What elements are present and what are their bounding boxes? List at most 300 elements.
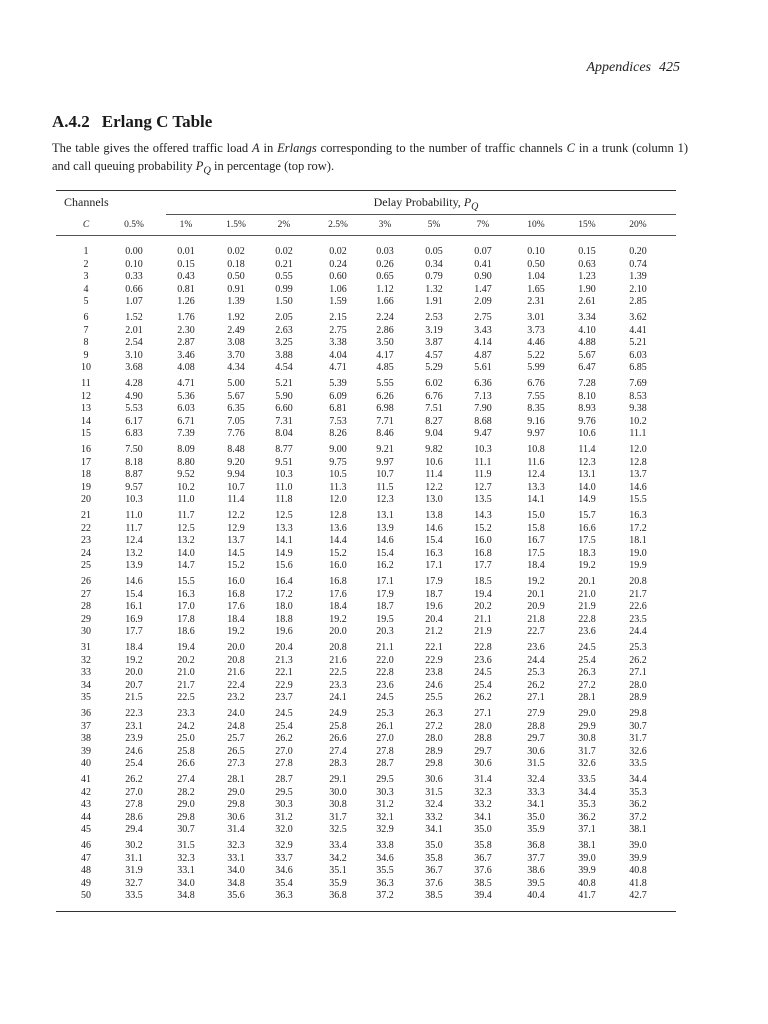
traffic-value-cell: 16.4 <box>275 576 293 587</box>
traffic-value-cell: 9.16 <box>527 415 545 427</box>
traffic-value-cell: 31.5 <box>425 786 443 798</box>
table-row <box>56 890 676 903</box>
table-row <box>56 840 676 853</box>
traffic-value-cell: 35.8 <box>425 852 443 864</box>
delay-header-rule <box>166 214 676 215</box>
traffic-value-cell: 5.39 <box>329 378 347 389</box>
traffic-value-cell: 3.88 <box>275 349 293 361</box>
traffic-value-cell: 17.1 <box>425 560 443 572</box>
traffic-value-cell: 0.63 <box>578 258 596 270</box>
intro-text: in <box>259 141 278 155</box>
traffic-value-cell: 10.2 <box>177 481 195 493</box>
traffic-value-cell: 35.3 <box>629 786 647 798</box>
traffic-value-cell: 22.9 <box>275 679 293 691</box>
traffic-value-cell: 17.7 <box>125 626 143 638</box>
table-row <box>56 667 676 680</box>
traffic-value-cell: 8.87 <box>125 469 143 481</box>
traffic-value-cell: 31.4 <box>227 824 245 836</box>
traffic-value-cell: 28.2 <box>177 786 195 798</box>
traffic-value-cell: 22.3 <box>125 708 143 719</box>
traffic-value-cell: 6.71 <box>177 415 195 427</box>
column-header-c: C <box>82 220 90 230</box>
traffic-value-cell: 14.0 <box>177 547 195 559</box>
traffic-value-cell: 27.1 <box>629 667 647 679</box>
traffic-value-cell: 34.2 <box>329 852 347 864</box>
traffic-value-cell: 19.2 <box>227 626 245 638</box>
row-group <box>56 246 676 312</box>
traffic-value-cell: 11.6 <box>527 456 545 468</box>
traffic-value-cell: 24.4 <box>527 654 545 666</box>
traffic-value-cell: 8.68 <box>474 415 492 427</box>
traffic-value-cell: 23.6 <box>376 679 394 691</box>
traffic-value-cell: 0.79 <box>425 271 443 283</box>
traffic-value-cell: 14.6 <box>125 576 143 587</box>
channels-header: Channels <box>64 195 109 209</box>
traffic-value-cell: 2.53 <box>425 312 443 323</box>
traffic-value-cell: 15.2 <box>227 560 245 572</box>
traffic-value-cell: 1.65 <box>527 283 545 295</box>
channel-count-cell: 6 <box>83 312 89 323</box>
traffic-value-cell: 33.5 <box>578 774 596 785</box>
traffic-value-cell: 31.9 <box>125 865 143 877</box>
traffic-value-cell: 21.3 <box>275 654 293 666</box>
table-row <box>56 865 676 878</box>
traffic-value-cell: 25.4 <box>125 758 143 770</box>
traffic-value-cell: 34.4 <box>578 786 596 798</box>
traffic-value-cell: 15.5 <box>177 576 195 587</box>
traffic-value-cell: 27.0 <box>275 745 293 757</box>
traffic-value-cell: 17.8 <box>177 613 195 625</box>
channel-count-cell: 22 <box>81 522 91 534</box>
traffic-value-cell: 22.9 <box>425 654 443 666</box>
traffic-value-cell: 33.2 <box>425 811 443 823</box>
table-row <box>56 312 676 325</box>
table-row <box>56 774 676 787</box>
traffic-value-cell: 10.7 <box>227 481 245 493</box>
table-row <box>56 510 676 523</box>
channel-count-cell: 26 <box>81 576 91 587</box>
traffic-value-cell: 6.35 <box>227 403 245 415</box>
channel-count-cell: 7 <box>83 324 89 336</box>
traffic-value-cell: 11.0 <box>125 510 143 521</box>
traffic-value-cell: 27.2 <box>425 720 443 732</box>
traffic-value-cell: 16.1 <box>125 601 143 613</box>
traffic-value-cell: 13.9 <box>125 560 143 572</box>
traffic-value-cell: 20.8 <box>227 654 245 666</box>
traffic-value-cell: 1.39 <box>629 271 647 283</box>
traffic-value-cell: 8.35 <box>527 403 545 415</box>
traffic-value-cell: 26.6 <box>329 733 347 745</box>
traffic-value-cell: 2.05 <box>275 312 293 323</box>
traffic-value-cell: 29.5 <box>275 786 293 798</box>
traffic-value-cell: 31.2 <box>275 811 293 823</box>
traffic-value-cell: 30.0 <box>329 786 347 798</box>
traffic-value-cell: 11.7 <box>125 522 143 534</box>
traffic-value-cell: 5.21 <box>275 378 293 389</box>
delay-var-sub: Q <box>471 201 479 213</box>
traffic-value-cell: 27.8 <box>275 758 293 770</box>
traffic-value-cell: 2.87 <box>177 337 195 349</box>
traffic-value-cell: 9.00 <box>329 444 347 455</box>
traffic-value-cell: 17.7 <box>474 560 492 572</box>
channel-count-cell: 23 <box>81 535 91 547</box>
traffic-value-cell: 3.87 <box>425 337 443 349</box>
traffic-value-cell: 11.8 <box>275 494 293 506</box>
traffic-value-cell: 35.4 <box>275 877 293 889</box>
traffic-value-cell: 5.55 <box>376 378 394 389</box>
traffic-value-cell: 14.7 <box>177 560 195 572</box>
traffic-value-cell: 5.61 <box>474 362 492 374</box>
traffic-value-cell: 39.9 <box>578 865 596 877</box>
traffic-value-cell: 24.6 <box>425 679 443 691</box>
traffic-value-cell: 35.9 <box>329 877 347 889</box>
traffic-value-cell: 3.43 <box>474 324 492 336</box>
traffic-value-cell: 38.5 <box>474 877 492 889</box>
table-row <box>56 362 676 375</box>
traffic-value-cell: 27.0 <box>125 786 143 798</box>
traffic-value-cell: 1.06 <box>329 283 347 295</box>
traffic-value-cell: 30.3 <box>376 786 394 798</box>
traffic-value-cell: 26.2 <box>275 733 293 745</box>
traffic-value-cell: 2.86 <box>376 324 394 336</box>
traffic-value-cell: 8.93 <box>578 403 596 415</box>
row-group <box>56 774 676 840</box>
traffic-value-cell: 3.68 <box>125 362 143 374</box>
traffic-value-cell: 0.05 <box>425 246 443 257</box>
traffic-value-cell: 5.36 <box>177 390 195 402</box>
traffic-value-cell: 36.2 <box>629 799 647 811</box>
traffic-value-cell: 33.4 <box>329 840 347 851</box>
traffic-value-cell: 30.6 <box>425 774 443 785</box>
traffic-value-cell: 8.09 <box>177 444 195 455</box>
traffic-value-cell: 14.1 <box>275 535 293 547</box>
traffic-value-cell: 29.1 <box>329 774 347 785</box>
traffic-value-cell: 6.98 <box>376 403 394 415</box>
traffic-value-cell: 30.8 <box>578 733 596 745</box>
traffic-value-cell: 29.8 <box>227 799 245 811</box>
table-row <box>56 246 676 259</box>
running-head-title: Appendices <box>586 60 651 75</box>
traffic-value-cell: 29.8 <box>177 811 195 823</box>
traffic-value-cell: 26.2 <box>629 654 647 666</box>
traffic-value-cell: 2.24 <box>376 312 394 323</box>
traffic-value-cell: 6.03 <box>629 349 647 361</box>
traffic-value-cell: 18.7 <box>376 601 394 613</box>
traffic-value-cell: 17.5 <box>578 535 596 547</box>
row-group <box>56 576 676 642</box>
column-header-row <box>56 219 676 233</box>
traffic-value-cell: 38.1 <box>629 824 647 836</box>
traffic-value-cell: 11.5 <box>376 481 394 493</box>
traffic-value-cell: 9.97 <box>376 456 394 468</box>
intro-paragraph <box>52 139 688 181</box>
traffic-value-cell: 12.2 <box>227 510 245 521</box>
traffic-value-cell: 23.3 <box>177 708 195 719</box>
traffic-value-cell: 0.10 <box>527 246 545 257</box>
traffic-value-cell: 3.62 <box>629 312 647 323</box>
traffic-value-cell: 9.21 <box>376 444 394 455</box>
traffic-value-cell: 20.0 <box>227 642 245 653</box>
traffic-value-cell: 34.8 <box>177 890 195 902</box>
traffic-value-cell: 2.61 <box>578 296 596 308</box>
traffic-value-cell: 15.4 <box>376 547 394 559</box>
traffic-value-cell: 12.4 <box>527 469 545 481</box>
header-bottom-rule <box>56 235 676 236</box>
channel-count-cell: 20 <box>81 494 91 506</box>
traffic-value-cell: 17.2 <box>629 522 647 534</box>
traffic-value-cell: 37.2 <box>629 811 647 823</box>
traffic-value-cell: 30.2 <box>125 840 143 851</box>
traffic-value-cell: 8.53 <box>629 390 647 402</box>
traffic-value-cell: 16.7 <box>527 535 545 547</box>
traffic-value-cell: 27.9 <box>527 708 545 719</box>
traffic-value-cell: 1.90 <box>578 283 596 295</box>
traffic-value-cell: 25.0 <box>177 733 195 745</box>
delay-var: P <box>463 195 472 209</box>
channel-count-cell: 31 <box>81 642 91 653</box>
traffic-value-cell: 0.10 <box>125 258 143 270</box>
table-row <box>56 469 676 482</box>
traffic-value-cell: 4.10 <box>578 324 596 336</box>
traffic-value-cell: 12.3 <box>578 456 596 468</box>
traffic-value-cell: 27.4 <box>177 774 195 785</box>
traffic-value-cell: 9.20 <box>227 456 245 468</box>
traffic-value-cell: 26.2 <box>527 679 545 691</box>
table-row <box>56 733 676 746</box>
traffic-value-cell: 10.6 <box>578 428 596 440</box>
traffic-value-cell: 0.74 <box>629 258 647 270</box>
traffic-value-cell: 34.0 <box>227 865 245 877</box>
traffic-value-cell: 8.48 <box>227 444 245 455</box>
traffic-value-cell: 12.2 <box>425 481 443 493</box>
traffic-value-cell: 21.9 <box>474 626 492 638</box>
traffic-value-cell: 31.7 <box>329 811 347 823</box>
column-header: 0.5% <box>124 220 144 230</box>
traffic-value-cell: 12.3 <box>376 494 394 506</box>
traffic-value-cell: 2.01 <box>125 324 143 336</box>
traffic-value-cell: 13.3 <box>275 522 293 534</box>
traffic-value-cell: 36.8 <box>329 890 347 902</box>
traffic-value-cell: 13.1 <box>578 469 596 481</box>
traffic-value-cell: 28.1 <box>578 692 596 704</box>
channel-count-cell: 48 <box>81 865 91 877</box>
traffic-value-cell: 0.18 <box>227 258 245 270</box>
traffic-value-cell: 2.85 <box>629 296 647 308</box>
traffic-value-cell: 31.7 <box>629 733 647 745</box>
traffic-value-cell: 5.67 <box>578 349 596 361</box>
channel-count-cell: 41 <box>81 774 91 785</box>
table-row <box>56 626 676 639</box>
traffic-value-cell: 25.8 <box>177 745 195 757</box>
traffic-value-cell: 4.28 <box>125 378 143 389</box>
traffic-value-cell: 3.50 <box>376 337 394 349</box>
traffic-value-cell: 25.3 <box>376 708 394 719</box>
table-row <box>56 799 676 812</box>
traffic-value-cell: 3.19 <box>425 324 443 336</box>
traffic-value-cell: 24.2 <box>177 720 195 732</box>
traffic-value-cell: 40.8 <box>578 877 596 889</box>
traffic-value-cell: 33.5 <box>629 758 647 770</box>
traffic-value-cell: 0.26 <box>376 258 394 270</box>
traffic-value-cell: 22.1 <box>275 667 293 679</box>
traffic-value-cell: 10.3 <box>125 494 143 506</box>
intro-text: in percentage (top row). <box>210 159 335 173</box>
channel-count-cell: 19 <box>81 481 91 493</box>
traffic-value-cell: 0.90 <box>474 271 492 283</box>
traffic-value-cell: 32.9 <box>275 840 293 851</box>
traffic-value-cell: 26.1 <box>376 720 394 732</box>
traffic-value-cell: 31.2 <box>376 799 394 811</box>
traffic-value-cell: 35.3 <box>578 799 596 811</box>
traffic-value-cell: 33.1 <box>227 852 245 864</box>
traffic-value-cell: 1.92 <box>227 312 245 323</box>
table-row <box>56 548 676 561</box>
traffic-value-cell: 0.66 <box>125 283 143 295</box>
table-row <box>56 721 676 734</box>
traffic-value-cell: 22.5 <box>177 692 195 704</box>
traffic-value-cell: 23.7 <box>275 692 293 704</box>
traffic-value-cell: 21.7 <box>629 588 647 600</box>
traffic-value-cell: 15.2 <box>329 547 347 559</box>
traffic-value-cell: 0.81 <box>177 283 195 295</box>
column-header: 1% <box>179 220 193 230</box>
traffic-value-cell: 29.9 <box>578 720 596 732</box>
traffic-value-cell: 7.50 <box>125 444 143 455</box>
traffic-value-cell: 1.12 <box>376 283 394 295</box>
traffic-value-cell: 40.8 <box>629 865 647 877</box>
row-group <box>56 642 676 708</box>
traffic-value-cell: 13.5 <box>474 494 492 506</box>
traffic-value-cell: 0.15 <box>177 258 195 270</box>
intro-text: in a trunk (column 1) and call queuing probability <box>52 141 688 173</box>
traffic-value-cell: 9.82 <box>425 444 443 455</box>
traffic-value-cell: 1.07 <box>125 296 143 308</box>
traffic-value-cell: 30.6 <box>474 758 492 770</box>
traffic-value-cell: 10.6 <box>425 456 443 468</box>
traffic-value-cell: 20.1 <box>578 576 596 587</box>
traffic-value-cell: 29.0 <box>177 799 195 811</box>
traffic-value-cell: 28.9 <box>629 692 647 704</box>
traffic-value-cell: 24.5 <box>275 708 293 719</box>
traffic-value-cell: 0.33 <box>125 271 143 283</box>
traffic-value-cell: 34.0 <box>177 877 195 889</box>
traffic-value-cell: 33.8 <box>376 840 394 851</box>
traffic-value-cell: 27.4 <box>329 745 347 757</box>
traffic-value-cell: 16.8 <box>474 547 492 559</box>
traffic-value-cell: 5.21 <box>629 337 647 349</box>
intro-erlangs: Erlangs <box>277 141 317 155</box>
traffic-value-cell: 20.3 <box>376 626 394 638</box>
traffic-value-cell: 6.03 <box>177 403 195 415</box>
channel-count-cell: 43 <box>81 799 91 811</box>
traffic-value-cell: 25.4 <box>275 720 293 732</box>
traffic-value-cell: 25.3 <box>629 642 647 653</box>
traffic-value-cell: 2.09 <box>474 296 492 308</box>
channel-count-cell: 1 <box>83 246 89 257</box>
traffic-value-cell: 23.1 <box>125 720 143 732</box>
traffic-value-cell: 18.5 <box>474 576 492 587</box>
traffic-value-cell: 15.0 <box>527 510 545 521</box>
traffic-value-cell: 29.8 <box>629 708 647 719</box>
traffic-value-cell: 4.88 <box>578 337 596 349</box>
traffic-value-cell: 34.1 <box>425 824 443 836</box>
channel-count-cell: 34 <box>81 679 91 691</box>
traffic-value-cell: 36.7 <box>474 852 492 864</box>
channel-count-cell: 44 <box>81 811 91 823</box>
traffic-value-cell: 2.63 <box>275 324 293 336</box>
traffic-value-cell: 26.2 <box>474 692 492 704</box>
traffic-value-cell: 16.0 <box>227 576 245 587</box>
traffic-value-cell: 16.3 <box>177 588 195 600</box>
traffic-value-cell: 6.81 <box>329 403 347 415</box>
traffic-value-cell: 1.04 <box>527 271 545 283</box>
traffic-value-cell: 7.31 <box>275 415 293 427</box>
traffic-value-cell: 35.0 <box>425 840 443 851</box>
channel-count-cell: 27 <box>81 588 91 600</box>
traffic-value-cell: 14.6 <box>425 522 443 534</box>
traffic-value-cell: 22.6 <box>629 601 647 613</box>
traffic-value-cell: 12.8 <box>629 456 647 468</box>
channel-count-cell: 47 <box>81 852 91 864</box>
traffic-value-cell: 25.4 <box>474 679 492 691</box>
traffic-value-cell: 16.3 <box>425 547 443 559</box>
table-row <box>56 271 676 284</box>
traffic-value-cell: 41.7 <box>578 890 596 902</box>
traffic-value-cell: 17.9 <box>376 588 394 600</box>
channel-count-cell: 36 <box>81 708 91 719</box>
traffic-value-cell: 23.3 <box>329 679 347 691</box>
traffic-value-cell: 19.4 <box>177 642 195 653</box>
traffic-value-cell: 28.3 <box>329 758 347 770</box>
traffic-value-cell: 11.0 <box>177 494 195 506</box>
traffic-value-cell: 25.7 <box>227 733 245 745</box>
traffic-value-cell: 0.43 <box>177 271 195 283</box>
section-number: A.4.2 <box>52 112 90 131</box>
traffic-value-cell: 4.17 <box>376 349 394 361</box>
traffic-value-cell: 19.2 <box>527 576 545 587</box>
traffic-value-cell: 30.8 <box>329 799 347 811</box>
traffic-value-cell: 6.47 <box>578 362 596 374</box>
traffic-value-cell: 21.1 <box>376 642 394 653</box>
traffic-value-cell: 17.2 <box>275 588 293 600</box>
channel-count-cell: 14 <box>81 415 91 427</box>
traffic-value-cell: 18.7 <box>425 588 443 600</box>
traffic-value-cell: 0.50 <box>227 271 245 283</box>
channel-count-cell: 13 <box>81 403 91 415</box>
table-row <box>56 589 676 602</box>
traffic-value-cell: 32.6 <box>578 758 596 770</box>
table-row <box>56 523 676 536</box>
channel-count-cell: 10 <box>81 362 91 374</box>
channel-count-cell: 37 <box>81 720 91 732</box>
traffic-value-cell: 2.30 <box>177 324 195 336</box>
traffic-value-cell: 12.0 <box>629 444 647 455</box>
channel-count-cell: 16 <box>81 444 91 455</box>
table-row <box>56 482 676 495</box>
traffic-value-cell: 37.7 <box>527 852 545 864</box>
traffic-value-cell: 17.6 <box>227 601 245 613</box>
traffic-value-cell: 10.8 <box>527 444 545 455</box>
traffic-value-cell: 37.2 <box>376 890 394 902</box>
traffic-value-cell: 18.0 <box>275 601 293 613</box>
traffic-value-cell: 16.9 <box>125 613 143 625</box>
traffic-value-cell: 31.7 <box>578 745 596 757</box>
traffic-value-cell: 19.6 <box>275 626 293 638</box>
channel-count-cell: 18 <box>81 469 91 481</box>
channel-count-cell: 9 <box>83 349 89 361</box>
traffic-value-cell: 25.3 <box>527 667 545 679</box>
traffic-value-cell: 22.8 <box>376 667 394 679</box>
